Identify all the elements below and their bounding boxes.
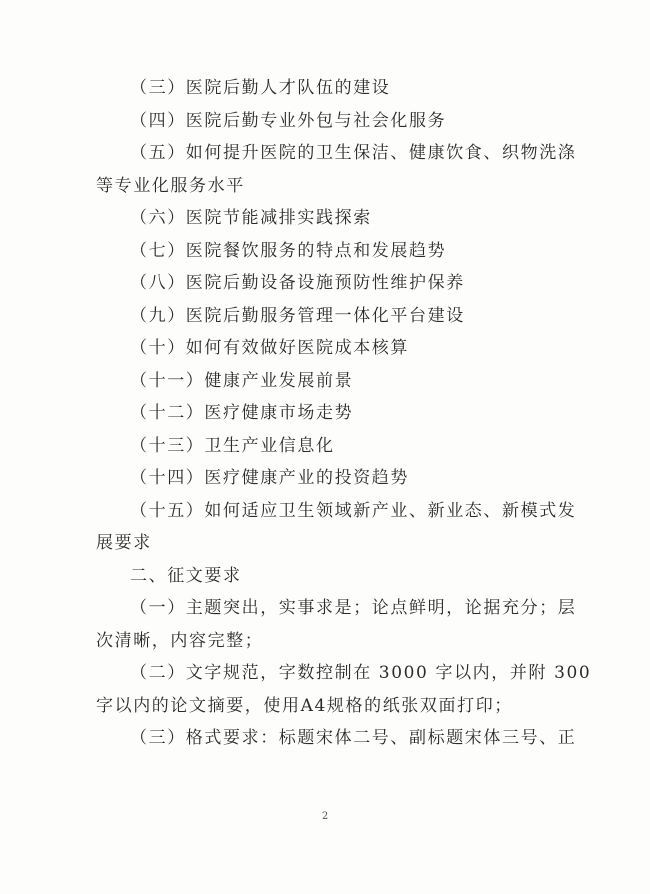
list-item-4: （四）医院后勤专业外包与社会化服务 bbox=[130, 110, 447, 131]
list-item-10: （十）如何有效做好医院成本核算 bbox=[130, 338, 409, 358]
requirement-item-1: （一）主题突出，实事求是；论点鲜明，论据充分；层 bbox=[130, 598, 577, 618]
document-body bbox=[96, 72, 592, 755]
list-item-12: （十二）医疗健康市场走势 bbox=[130, 403, 354, 423]
page-number: 2 bbox=[321, 811, 329, 822]
list-item-3: （三）医院后勤人才队伍的建设 bbox=[130, 78, 391, 98]
requirement-item-1-continuation: 次清晰，内容完整； bbox=[96, 630, 264, 651]
list-item-8: （八）医院后勤设备设施预防性维护保养 bbox=[130, 273, 465, 293]
list-item-6: （六）医院节能减排实践探索 bbox=[130, 208, 372, 228]
list-item-11: （十一）健康产业发展前景 bbox=[130, 370, 354, 391]
section-heading-requirements: 二、征文要求 bbox=[130, 565, 242, 586]
list-item-5: （五）如何提升医院的卫生保洁、健康饮食、织物洗涤 bbox=[130, 143, 577, 163]
list-item-9: （九）医院后勤服务管理一体化平台建设 bbox=[130, 305, 465, 326]
requirement-item-3: （三）格式要求：标题宋体二号、副标题宋体三号、正 bbox=[130, 728, 577, 748]
requirement-item-2-continuation: 字以内的论文摘要，使用A4规格的纸张双面打印； bbox=[96, 695, 513, 716]
list-item-15: （十五）如何适应卫生领域新产业、新业态、新模式发 bbox=[130, 500, 577, 521]
list-item-15-continuation: 展要求 bbox=[96, 533, 152, 553]
list-item-5-continuation: 等专业化服务水平 bbox=[96, 175, 245, 196]
list-item-7: （七）医院餐饮服务的特点和发展趋势 bbox=[130, 240, 447, 261]
list-item-13: （十三）卫生产业信息化 bbox=[130, 435, 335, 456]
requirement-item-2: （二）文字规范，字数控制在 3000 字以内，并附 300 bbox=[130, 663, 592, 683]
list-item-14: （十四）医疗健康产业的投资趋势 bbox=[130, 468, 409, 488]
